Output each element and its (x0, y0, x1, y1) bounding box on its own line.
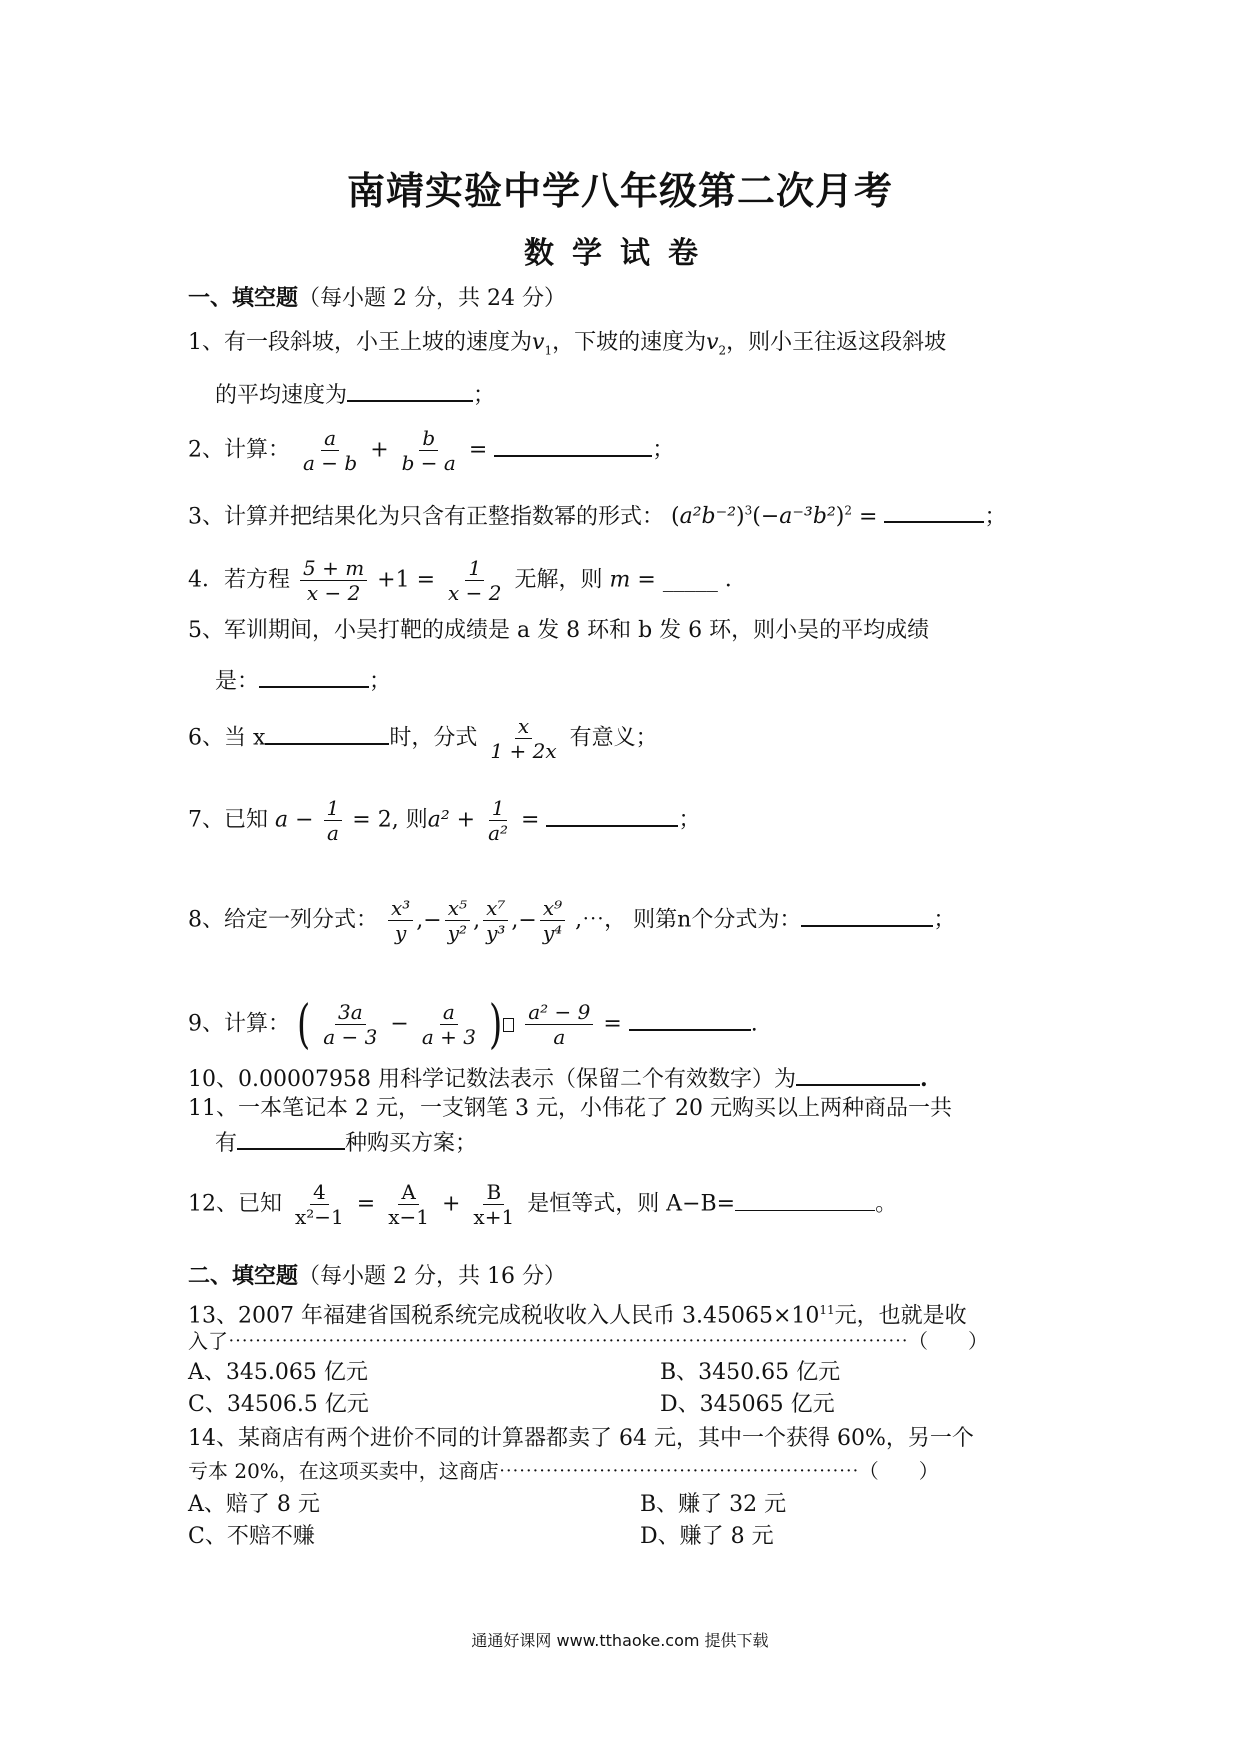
question-14: 14、某商店有两个进价不同的计算器都卖了 64 元，其中一个获得 60%，另一个 (188, 1426, 974, 1451)
question-11-cont: 有 种购买方案； (215, 1126, 477, 1159)
fraction: $\frac{x}{1 + 2x}$ (490, 714, 557, 763)
q14-option-d[interactable]: D、赚了 8 元 (640, 1524, 774, 1549)
exam-title: 南靖实验中学八年级第二次月考 (346, 169, 893, 213)
fraction: $\frac{1}{\text{a²}}$ (488, 796, 509, 845)
answer-blank[interactable] (259, 664, 369, 688)
question-9: 9、计算： ( $\frac{3a}{a - 3}$ − $\frac{a}{a + 3}$ ) $\frac{\text{a² − 9}}{a}$ = . (188, 993, 758, 1056)
question-1: 1、有一段斜坡，小王上坡的速度为$v_1$，下坡的速度为$v_2$，则小王往返这段斜坡 (188, 330, 947, 358)
question-5-cont: 是： ； (215, 664, 391, 697)
question-13-cont: 入了⋯⋯⋯⋯⋯⋯⋯⋯⋯⋯⋯⋯⋯⋯⋯⋯⋯⋯⋯⋯⋯⋯⋯⋯⋯⋯⋯⋯⋯⋯⋯⋯⋯⋯（ ） (188, 1329, 988, 1353)
q14-option-c[interactable]: C、不赔不赚 (188, 1524, 315, 1549)
fraction: $\frac{\text{x⁹}}{\text{y⁴}}$ (540, 896, 565, 945)
answer-blank[interactable] (629, 1007, 751, 1031)
question-2: 2、计算： $\frac{a}{a - b}$ + $\frac{b}{b - a}$ = ； (188, 426, 675, 475)
fraction: $\frac{1}{x - 2}$ (448, 556, 502, 605)
fraction: $\frac{5 + m}{x - 2}$ (300, 556, 367, 605)
question-6: 6、当 x 时，分式 $\frac{x}{1 + 2x}$ 有意义； (188, 714, 658, 763)
fraction: $\frac{a}{a - b}$ (303, 426, 358, 475)
question-4: 4．若方程 $\frac{5 + m}{x - 2}$ +1 = $\frac{1}{x - 2}$ 无解，则 m = _____ ． (188, 556, 747, 605)
answer-blank[interactable] (494, 433, 652, 457)
q13-option-a[interactable]: A、345.065 亿元 (188, 1360, 368, 1385)
fraction: $\frac{a}{a + 3}$ (421, 1000, 476, 1049)
power-expression: $(a^2b^{-2})^3(-a^{-3}b^2)^2$ (671, 504, 852, 530)
section-1-heading: 一、填空题（每小题 2 分，共 24 分） (188, 286, 566, 311)
question-1-cont: 的平均速度为 ； (215, 378, 495, 411)
answer-blank[interactable] (237, 1126, 345, 1150)
q13-option-d[interactable]: D、345065 亿元 (660, 1392, 835, 1417)
question-10: 10、0.00007958 用科学记数法表示（保留二个有效数字）为 . (188, 1062, 928, 1095)
fraction: $\frac{A}{x-1}$ (388, 1180, 429, 1229)
answer-blank[interactable] (546, 803, 678, 827)
fraction: $\frac{4}{\text{x²−1}}$ (295, 1180, 344, 1229)
question-7: 7、已知 a − $\frac{1}{a}$ = 2, 则a² + $\frac{1}{\text{a²}}$ = ； (188, 796, 701, 845)
question-11: 11、一本笔记本 2 元，一支钢笔 3 元，小伟花了 20 元购买以上两种商品一共 (188, 1096, 952, 1121)
fraction: $\frac{1}{a}$ (324, 796, 343, 845)
question-13: 13、2007 年福建省国税系统完成税收收入人民币 $3.45065\times 10^{11}$元，也就是收 (188, 1303, 967, 1329)
fraction-sequence: $\frac{\text{x³}}{y}$ ,− $\frac{\text{x⁵}}{\text{y²}}$ , $\frac{\text{x⁷}}{\text{y³}}$ ,− $\frac{\text{x⁹}}{\text{y⁴}}$ (385, 908, 575, 933)
q14-option-b[interactable]: B、赚了 32 元 (640, 1492, 787, 1517)
footer-text: 通通好课网 www.tthaoke.com 提供下载 (471, 1631, 769, 1650)
q13-option-c[interactable]: C、34506.5 亿元 (188, 1392, 369, 1417)
answer-blank[interactable] (884, 499, 984, 523)
question-3: 3、计算并把结果化为只含有正整指数幂的形式： $(a^2b^{-2})^3(-a^{-3}b^2)^2$ = ； (188, 496, 1006, 532)
fraction: $\frac{3a}{a - 3}$ (323, 1000, 378, 1049)
fraction: $\frac{\text{x³}}{y}$ (388, 896, 413, 945)
fraction: $\frac{\text{x⁷}}{\text{y³}}$ (483, 896, 508, 945)
exam-subtitle: 数学试卷 (524, 236, 716, 271)
answer-blank[interactable] (735, 1190, 875, 1211)
answer-blank[interactable] (801, 903, 933, 927)
question-12: 12、已知 $\frac{4}{\text{x²−1}}$ = $\frac{A}{x-1}$ + $\frac{B}{x+1}$ 是恒等式，则 A−B= 。 (188, 1180, 898, 1229)
fraction: $\frac{b}{b - a}$ (401, 426, 456, 475)
question-8: 8、给定一列分式： $\frac{\text{x³}}{y}$ ,− $\frac{\text{x⁵}}{\text{y²}}$ , $\frac{\text{x⁷}}{\text{y³}}$ ,− $\frac{\text{x⁹}}{\text{y⁴}}$ ,⋯， 则第n个分式为： ； (188, 896, 956, 945)
question-5: 5、军训期间，小吴打靶的成绩是 a 发 8 环和 b 发 6 环，则小吴的平均成绩 (188, 618, 930, 643)
q14-option-a[interactable]: A、赔了 8 元 (188, 1492, 320, 1517)
answer-blank[interactable] (347, 378, 473, 402)
answer-blank[interactable]: _____ (662, 567, 718, 593)
answer-blank[interactable] (796, 1062, 920, 1086)
q13-option-b[interactable]: B、3450.65 亿元 (660, 1360, 841, 1385)
section-2-heading: 二、填空题（每小题 2 分，共 16 分） (188, 1264, 566, 1289)
missing-operator-box (503, 1018, 514, 1032)
question-14-cont: 亏本 20%，在这项买卖中，这商店⋯⋯⋯⋯⋯⋯⋯⋯⋯⋯⋯⋯⋯⋯⋯⋯⋯⋯（ ） (188, 1459, 939, 1483)
answer-blank[interactable] (265, 721, 389, 745)
fraction: $\frac{B}{x+1}$ (473, 1180, 515, 1229)
fraction: $\frac{\text{x⁵}}{\text{y²}}$ (445, 896, 470, 945)
fraction: $\frac{\text{a² − 9}}{a}$ (525, 1000, 593, 1049)
